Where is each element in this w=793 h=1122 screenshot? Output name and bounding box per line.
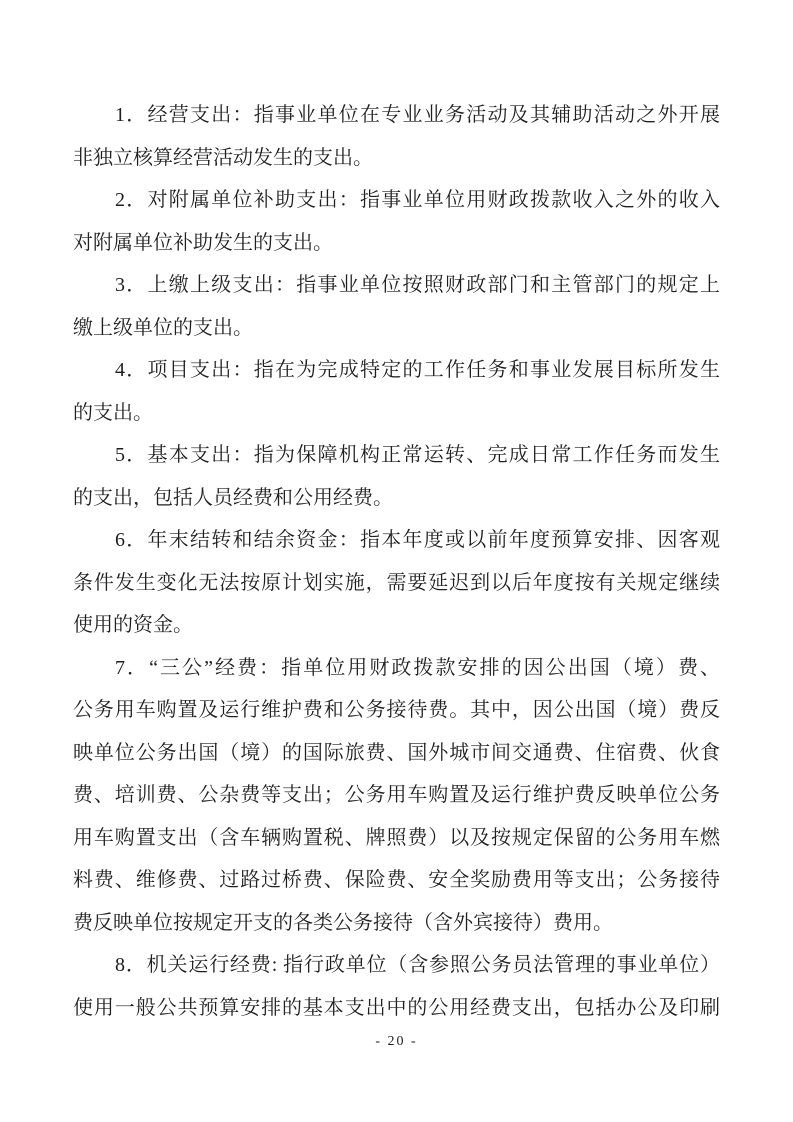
text-line: 的支出。 bbox=[73, 401, 153, 424]
paragraph-item-1 bbox=[73, 94, 720, 179]
text-line: 费、培训费、公杂费等支出；公务用车购置及运行维护费反映单位公务 bbox=[73, 784, 720, 806]
paragraph-item-4 bbox=[73, 349, 720, 434]
text-line: 1．经营支出：指事业单位在专业业务活动及其辅助活动之外开展 bbox=[115, 104, 720, 126]
text-line: 3．上缴上级支出：指事业单位按照财政部门和主管部门的规定上 bbox=[115, 274, 720, 296]
text-line: 使用的资金。 bbox=[73, 614, 193, 636]
text-line: 缴上级单位的支出。 bbox=[73, 316, 253, 339]
text-line: 4．项目支出：指在为完成特定的工作任务和事业发展目标所发生 bbox=[115, 359, 720, 381]
text-line: 的支出，包括人员经费和公用经费。 bbox=[73, 486, 393, 509]
document-body bbox=[73, 94, 720, 1029]
paragraph-item-7 bbox=[73, 647, 720, 945]
paragraph-item-6 bbox=[73, 519, 720, 647]
paragraph-item-5 bbox=[73, 434, 720, 519]
text-line: 条件发生变化无法按原计划实施，需要延迟到以后年度按有关规定继续 bbox=[73, 571, 720, 594]
page-number: - 20 - bbox=[375, 1034, 418, 1049]
text-line: 6．年末结转和结余资金：指本年度或以前年度预算安排、因客观 bbox=[115, 529, 720, 551]
paragraph-item-2 bbox=[73, 179, 720, 264]
text-line: 公务用车购置及运行维护费和公务接待费。其中，因公出国（境）费反 bbox=[73, 699, 720, 721]
text-line: 7．“三公”经费：指单位用财政拨款安排的因公出国（境）费、 bbox=[115, 656, 720, 679]
text-line: 8．机关运行经费: 指行政单位（含参照公务员法管理的事业单位） bbox=[115, 954, 720, 976]
paragraph-item-3 bbox=[73, 264, 720, 349]
text-line: 料费、维修费、过路过桥费、保险费、安全奖励费用等支出；公务接待 bbox=[73, 869, 720, 891]
text-line: 对附属单位补助发生的支出。 bbox=[73, 231, 333, 254]
paragraph-item-8 bbox=[73, 944, 720, 1029]
text-line: 用车购置支出（含车辆购置税、牌照费）以及按规定保留的公务用车燃 bbox=[73, 826, 720, 849]
text-line: 5．基本支出：指为保障机构正常运转、完成日常工作任务而发生 bbox=[115, 444, 720, 466]
text-line: 使用一般公共预算安排的基本支出中的公用经费支出，包括办公及印刷 bbox=[73, 996, 720, 1019]
text-line: 费反映单位按规定开支的各类公务接待（含外宾接待）费用。 bbox=[73, 911, 613, 934]
text-line: 映单位公务出国（境）的国际旅费、国外城市间交通费、住宿费、伙食 bbox=[73, 741, 720, 764]
text-line: 非独立核算经营活动发生的支出。 bbox=[73, 146, 373, 169]
text-line: 2．对附属单位补助支出：指事业单位用财政拨款收入之外的收入 bbox=[115, 189, 720, 211]
